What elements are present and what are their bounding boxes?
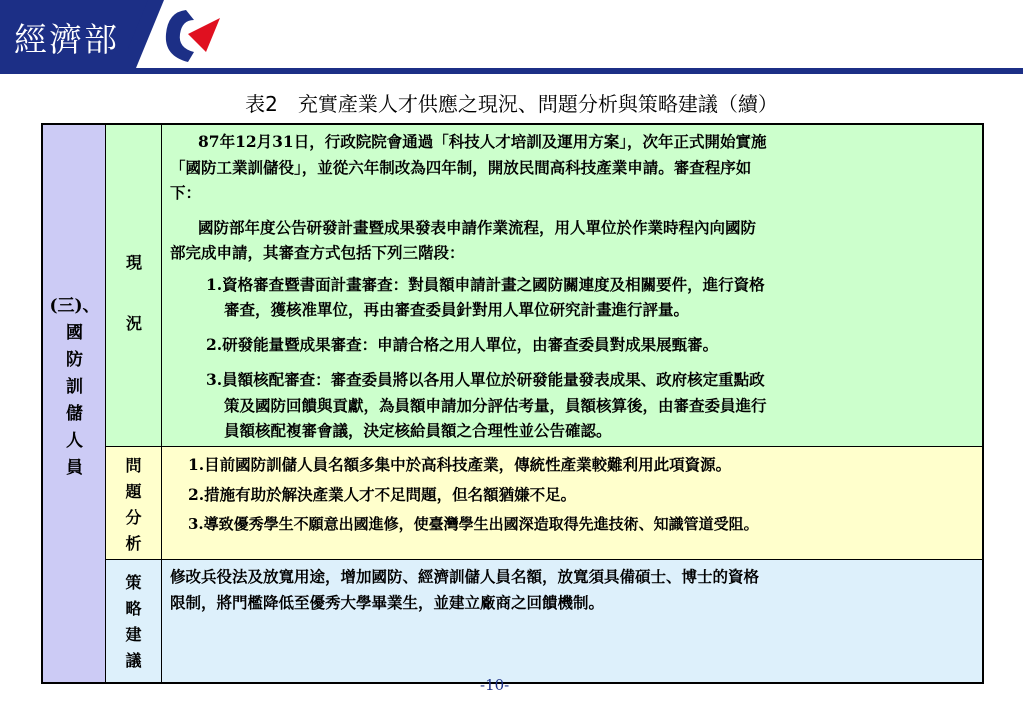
paragraph-line: 國防部年度公告研發計畫暨成果發表申請作業流程，用人單位於作業時程內向國防: [198, 218, 757, 237]
row-body-current-status: [162, 125, 982, 446]
row-label-char: 析: [125, 534, 142, 553]
table-row-problem-analysis: [106, 447, 982, 560]
row-label-char: 問: [125, 456, 142, 475]
row-label-current-status: [106, 125, 162, 446]
list-item-line: 策及國防回饋與貢獻，為員額申請加分評估考量，員額核算後，由審查委員進行: [224, 396, 767, 415]
row-label-problem-analysis: [106, 447, 162, 559]
paragraph-line: 部完成申請，其審查方式包括下列三階段：: [170, 243, 465, 262]
list-item-line: 1.資格審查暨書面計畫審查：對員額申請計畫之國防關連度及相關要件，進行資格: [206, 275, 765, 294]
ministry-emblem-icon: [128, 0, 228, 68]
row-label-char: 況: [125, 314, 142, 333]
row-label-char: 題: [125, 482, 142, 501]
section-label-line: 人: [66, 431, 83, 451]
list-item-line: 員額核配複審會議，決定核給員額之合理性並公告確認。: [224, 421, 612, 440]
section-label-line: 儲: [66, 404, 83, 424]
slide-title: 表2 充實產業人才供應之現況、問題分析與策略建議（續）: [245, 92, 778, 116]
list-item-line: 2.措施有助於解決產業人才不足問題，但名額猶嫌不足。: [188, 485, 577, 504]
row-label-char: 現: [125, 253, 142, 272]
row-label-char: 分: [125, 508, 142, 527]
row-label-char: 建: [125, 625, 142, 644]
list-item-line: 1.目前國防訓儲人員名額多集中於高科技產業，傳統性產業較難利用此項資源。: [188, 455, 732, 474]
row-label-char: 議: [125, 651, 142, 670]
header-divider: [0, 68, 1023, 74]
ministry-logo-text: 經濟部: [14, 20, 119, 59]
list-item-line: 3.員額核配審查：審查委員將以各用人單位於研發能量發表成果、政府核定重點政: [206, 370, 765, 389]
row-label-strategy: [106, 560, 162, 682]
section-label-line: 訓: [66, 377, 83, 397]
section-label-column: [43, 125, 106, 682]
row-label-char: 策: [125, 573, 142, 592]
table-row-current-status: [106, 125, 982, 447]
analysis-table: [41, 123, 984, 684]
section-label-line: 員: [66, 458, 83, 478]
table-row-strategy: [106, 560, 982, 682]
list-item-line: 2.研發能量暨成果審查：申請合格之用人單位，由審查委員對成果展甄審。: [206, 335, 719, 354]
section-label: [43, 293, 106, 482]
paragraph-line: 限制，將門檻降低至優秀大學畢業生，並建立廠商之回饋機制。: [170, 593, 605, 612]
section-label-line: 防: [66, 350, 83, 370]
list-item-line: 審查，獲核准單位，再由審查委員針對用人單位研究計畫進行評量。: [224, 300, 690, 319]
row-label-char: 略: [125, 599, 142, 618]
row-body-strategy: [162, 560, 982, 682]
page-number: -10-: [480, 676, 510, 694]
slide-header: [0, 0, 1023, 78]
section-label-line: 國: [66, 323, 83, 343]
section-label-line: (三)、: [49, 296, 100, 316]
paragraph-line: 87年12月31日，行政院院會通過「科技人才培訓及運用方案」，次年正式開始實施: [198, 132, 767, 151]
row-body-problem-analysis: [162, 447, 982, 559]
paragraph-line: 「國防工業訓儲役」，並從六年制改為四年制，開放民間高科技產業申請。審查程序如: [170, 158, 752, 177]
paragraph-line: 修改兵役法及放寬用途，增加國防、經濟訓儲人員名額，放寬須具備碩士、博士的資格: [170, 567, 760, 586]
paragraph-line: 下：: [170, 183, 202, 202]
ministry-logo-box: [0, 0, 148, 68]
list-item-line: 3.導致優秀學生不願意出國進修，使臺灣學生出國深造取得先進技術、知識管道受阻。: [188, 515, 759, 533]
